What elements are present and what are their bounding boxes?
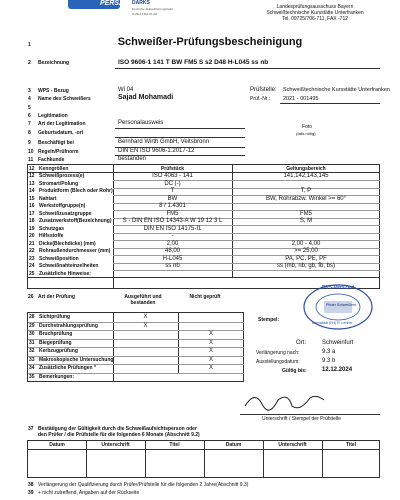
signature-line [240, 414, 380, 415]
row-number-37: 37 [28, 426, 34, 432]
table-cell-pruefstueck: FM5 [166, 210, 179, 217]
test-cell-nicht-geprueft: X [208, 365, 213, 371]
test-row-number: 31 [29, 339, 35, 346]
test-row-number: 33 [29, 356, 35, 363]
value-regeln: DIN EN ISO 9606-1:2017-12 [118, 148, 195, 154]
value-wps: Wi 04 [118, 87, 134, 93]
row-number-26: 26 [28, 294, 34, 300]
value-beschaeftigt: Bernhard Wirth GmbH, Veitsbronn [118, 139, 210, 145]
test-row-number: 29 [29, 322, 35, 329]
table-row-label: Zusätzliche Hinweise: [39, 270, 91, 277]
row-number-1: 1 [28, 42, 31, 48]
gueltig-value: 12.12.2024 [322, 367, 353, 373]
logo-sub: DARKS [132, 0, 150, 6]
page-title: Schweißer-Prüfungsbescheinigung [117, 36, 303, 48]
table-header-variable: Kenngrößen [39, 166, 69, 172]
row-number-3: 3 [28, 88, 31, 94]
row-number-11: 11 [28, 157, 34, 163]
table-row-number: 12 [29, 173, 35, 179]
row-number-10: 10 [28, 149, 34, 155]
signature-label: Unterschrift / Stempel der Prüfstelle [262, 416, 341, 422]
table-cell-geltung: 2,00 - 4,00 [291, 240, 321, 247]
test-row-label: Durchstrahlungsprüfung [39, 322, 98, 329]
pruefstelle-label: Prüfstelle: [250, 87, 277, 93]
tests-header-art: Art der Prüfung [38, 294, 75, 300]
table-row-label: Schweißnahteinzelheiten [39, 263, 99, 269]
value-fachkunde: bestanden [118, 156, 147, 162]
table-cell-geltung: PA, PC, PE, PF [285, 255, 327, 262]
table-row-label: Schweißprozess(e) [39, 173, 85, 179]
test-row-label: Bruchprüfung [39, 331, 73, 337]
divider [115, 137, 245, 138]
table-cell-geltung: >= 25,00 [294, 248, 318, 254]
table-cell-pruefstueck: 48,00 [164, 248, 180, 254]
pruefnr-value: 2021 - 001495 [283, 96, 319, 102]
authority-block [250, 4, 380, 22]
photo-note: (falls nötig) [296, 131, 316, 136]
test-row-label: Bemerkungen: [39, 373, 75, 380]
label-fachkunde: Fachkunde [38, 157, 65, 163]
table-row-label: Rohraußendurchmesser (mm) [39, 248, 111, 254]
table-cell-pruefstueck: - [171, 233, 174, 239]
table-row-number: 25 [29, 270, 35, 277]
table-row-label: Dicke(Blechdicke) (mm) [39, 240, 96, 247]
value-name: Sajad Mohamadi [118, 94, 174, 101]
table-row-label: Werkstoffgruppe(n) [39, 203, 86, 209]
row-number-9: 9 [28, 140, 31, 146]
row-number-39: 39 [28, 490, 34, 496]
variables-table [27, 164, 380, 289]
pruefnr-label: Prüf.-Nr.: [250, 96, 271, 102]
table-row-label: Zusatzwerkstoff(Bezeichnung) [39, 218, 112, 224]
value-bezeichnung: ISO 9606-1 141 T BW FM5 S s2 D48 H-L045 ss nb [118, 59, 269, 66]
table-cell-pruefstueck: H-L045 [162, 255, 183, 262]
test-row-number: 30 [29, 331, 35, 337]
row-number-5: 5 [28, 105, 31, 111]
confirm-table [27, 440, 380, 478]
row-number-38: 38 [28, 482, 34, 488]
table-row-label: Produktform (Blech oder Rohr) [39, 188, 113, 194]
divider [280, 103, 380, 104]
table-row-number: 14 [29, 188, 35, 194]
stamp-top: DVS-PersZert [322, 285, 355, 291]
table-row-number: 19 [29, 225, 35, 232]
label-geburtsdatum: Geburtsdatum, -ort [38, 130, 84, 136]
logo-text: PERSZERT [100, 0, 138, 7]
row-number-2: 2 [28, 60, 31, 66]
table-row-number: 18 [29, 218, 35, 224]
stamp-label: Stempel: [258, 317, 280, 323]
stamp-center: Pfister Schweißlehr [326, 303, 357, 307]
divider [115, 68, 380, 69]
confirm-text-1: Bestätigung der Gültigkeit durch die Schweißaufsichtsperson oder [38, 426, 197, 432]
table-header-nr: 12 [29, 166, 35, 172]
table-row-number: 20 [29, 233, 35, 239]
table-cell-geltung: ss (mb, nb, gb, fb, bs) [276, 263, 336, 269]
table-row-number: 15 [29, 195, 35, 202]
value-art-legitimation: Personalausweis [118, 120, 164, 126]
verlaengerung-label: Verlängerung nach: [256, 350, 300, 356]
ausstellung-label: Ausstellungsdatum: [256, 359, 300, 365]
table-cell-geltung: S, M [299, 218, 313, 224]
test-cell-nicht-geprueft: X [208, 356, 213, 363]
table-row-label: Hilfsstoffe [39, 233, 64, 239]
logo-small: Deutsche Akkreditierungsstelle [132, 7, 174, 11]
logo [40, 0, 174, 22]
test-row-number: 35 [29, 373, 35, 380]
test-row-label: Makroskopische Untersuchung [39, 356, 114, 363]
confirm-col-unterschrift-2: Unterschrift [278, 442, 307, 448]
photo-label: Foto [302, 124, 313, 130]
table-cell-pruefstueck: BW [167, 195, 178, 202]
test-row-label: Biegeprüfung [39, 339, 72, 346]
label-wps: WPS - Bezug [38, 88, 69, 94]
logo-id: D-ZE-17461-01-00 [132, 12, 158, 16]
confirm-col-unterschrift: Unterschrift [101, 442, 130, 448]
authority-line-2: Schweißtechnische Kursstätte Unterfranken [266, 10, 364, 16]
label-legitimation: Legitimation [38, 113, 68, 119]
table-cell-geltung: BW, Rohrabzw. Winkel >= 60° [265, 195, 347, 202]
table-row-number: 17 [29, 210, 35, 217]
table-row-number: 13 [29, 180, 35, 187]
stamp-bottom: Darmstadt (FH) R. Lehner [312, 321, 353, 325]
pruefstelle-value: Schweißtechnische Kursstätte Unterfranken [283, 87, 390, 93]
ort-label: Ort: [296, 340, 306, 346]
confirm-text-38: Verlängerung der Qualifizierung durch Prüfer/Prüfstelle für die folgenden 2 Jahre(Abschnitt 9.3) [38, 482, 249, 488]
tests-table [27, 312, 244, 382]
tests-header-nicht: Nicht geprüft [189, 294, 221, 300]
test-cell-ausgefuehrt: X [143, 314, 148, 320]
table-cell-pruefstueck: T [170, 188, 175, 194]
gueltig-label: Gültig bis: [282, 368, 307, 374]
divider [115, 128, 245, 129]
table-cell-pruefstueck: 8 / 1.4301 [159, 203, 186, 209]
authority-line-3: Tel. 09725/706-711, FAX -712 [281, 16, 349, 22]
table-row-number: 23 [29, 255, 35, 262]
row-number-4: 4 [28, 96, 31, 102]
row-divider [113, 270, 380, 271]
test-cell-nicht-geprueft: X [208, 348, 213, 354]
table-cell-geltung: T, P [300, 188, 312, 194]
table-cell-pruefstueck: DIN EN ISO 14175-I1 [143, 225, 202, 232]
test-cell-nicht-geprueft: X [208, 339, 213, 346]
table-row-number: 24 [29, 263, 35, 269]
table-row-number: 16 [29, 203, 35, 209]
table-row-label: Nahtart [39, 195, 57, 202]
table-row-number: 21 [29, 240, 35, 247]
test-row-number: 32 [29, 348, 35, 354]
label-name: Name des Schweißers [38, 96, 91, 102]
stamp [300, 282, 376, 332]
table-cell-geltung: FM5 [300, 210, 312, 217]
confirm-col-titel-2: Titel [345, 442, 357, 448]
row-number-6: 6 [28, 113, 31, 119]
label-beschaeftigt: Beschäftigt bei [38, 140, 74, 146]
test-cell-ausgefuehrt: X [143, 322, 148, 329]
confirm-text-39: + nicht zutreffend, Angaben auf der Rückseite [38, 490, 140, 496]
table-row-label: Schweißzusatzgruppe [39, 210, 92, 217]
table-row-label: Schutzgas [39, 225, 65, 232]
confirm-text-2: den Prüfer / die Prüfstelle für die folgenden 6 Monate (Abschnitt 9.2) [38, 432, 200, 438]
confirm-col-datum: Datum [49, 442, 65, 448]
test-row-label: Zusätzliche Prüfungen * [39, 365, 96, 371]
signature-graphic [240, 388, 330, 416]
row-number-8: 8 [28, 130, 31, 136]
table-row-number: 22 [29, 248, 35, 254]
row-number-7: 7 [28, 121, 31, 127]
test-row-label: Sichtprüfung [39, 314, 71, 320]
verlaengerung-value: 9.3 a [322, 349, 336, 355]
tests-header-ausgefuehrt: Ausgeführt und bestanden [124, 294, 162, 306]
table-cell-pruefstueck: 2,00 [166, 240, 179, 247]
table-cell-pruefstueck: ISO 4063 - 141 [152, 173, 193, 179]
table-cell-pruefstueck: ss nb [165, 263, 180, 269]
table-cell-geltung: 141,142,143,145 [283, 173, 329, 179]
label-regeln: Regeln/Prüfnorm [38, 149, 79, 155]
confirm-col-titel: Titel [169, 442, 180, 448]
authority-line-1: Landesprüfungsausschuss Bayern [276, 4, 354, 10]
table-header-geltung: Geltungsbereich [286, 166, 326, 172]
test-cell-nicht-geprueft: X [208, 331, 213, 337]
label-bezeichnung: Bezeichnung [38, 60, 70, 66]
table-header-pruefstueck: Prüfstück [160, 166, 185, 172]
ausstellung-value: 9.3 b [322, 358, 336, 364]
table-cell-pruefstueck: DC (-) [164, 180, 181, 187]
table-cell-pruefstueck: S - DIN EN ISO 14343-A W 19 12 3 L [122, 218, 223, 224]
divider [28, 277, 380, 278]
test-row-number: 34 [29, 365, 35, 371]
confirm-col-datum-2: Datum [225, 442, 242, 448]
table-row-label: Schweißposition [39, 255, 79, 262]
label-art-legitimation: Art der Legitimation [38, 121, 86, 127]
test-row-number: 28 [29, 314, 35, 320]
test-row-label: Kerbzugprüfung [39, 348, 78, 354]
ort-value: Schweinfurt [322, 340, 354, 346]
table-row-label: Stromart/Polung [39, 180, 79, 187]
